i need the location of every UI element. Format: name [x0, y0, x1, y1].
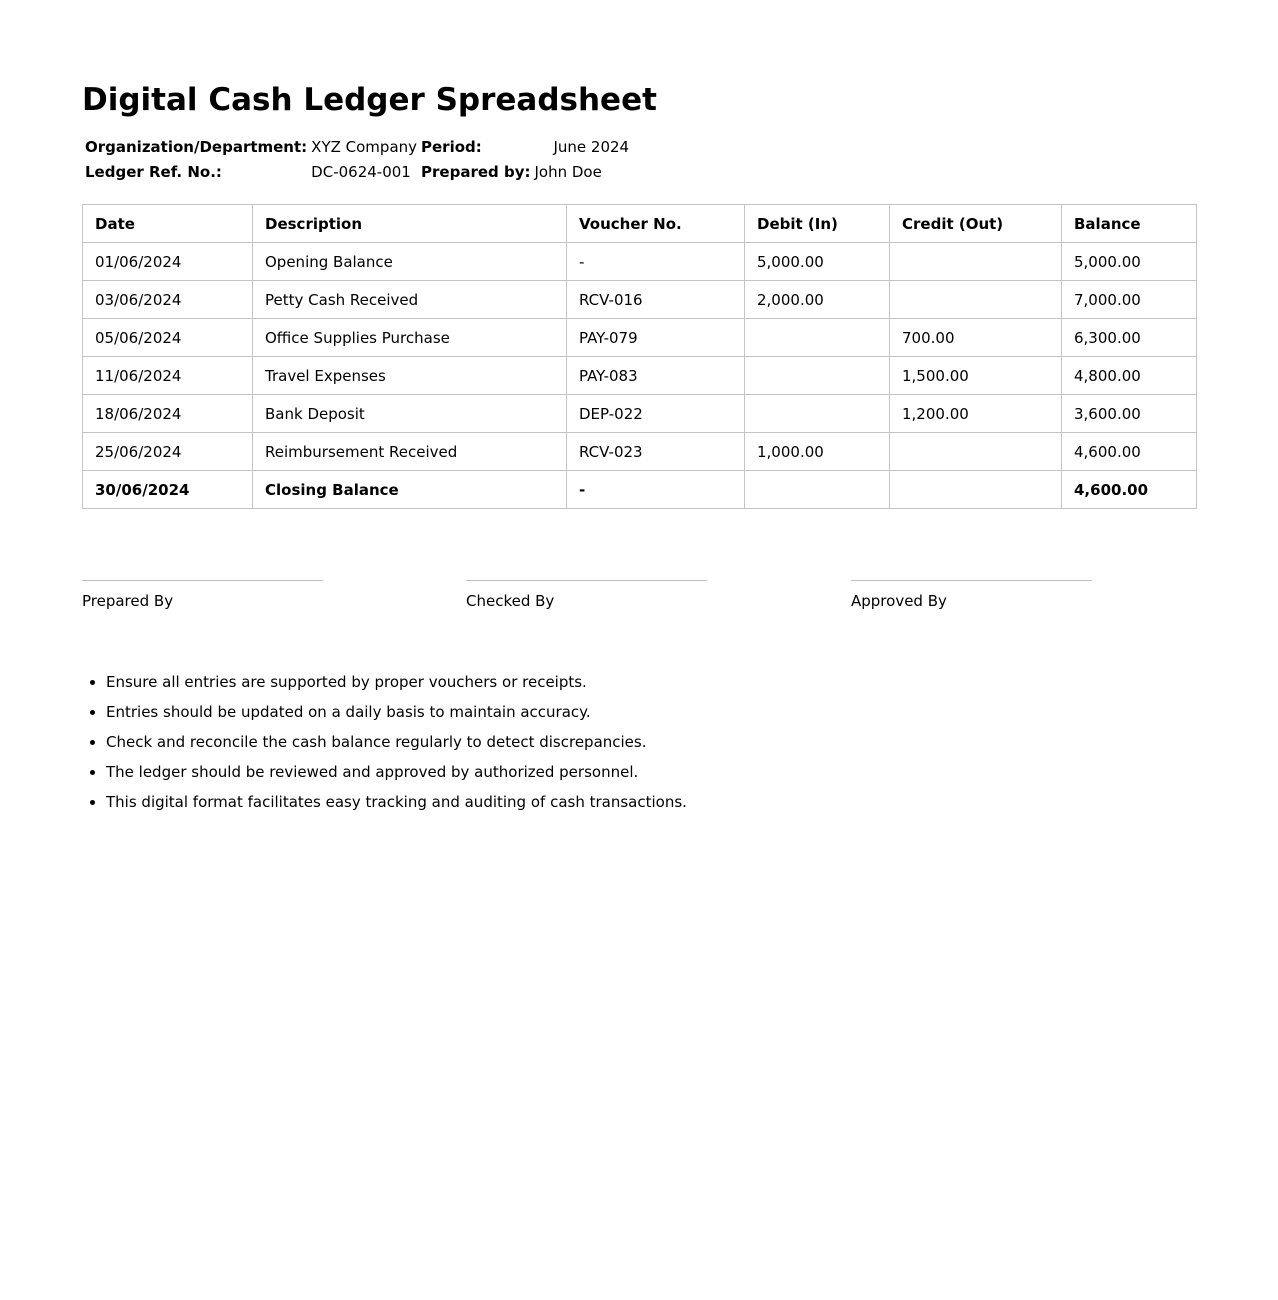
- cell-description: Petty Cash Received: [253, 281, 567, 319]
- cell-description: Office Supplies Purchase: [253, 319, 567, 357]
- ledger-info: [82, 133, 632, 185]
- cell-credit: [890, 471, 1062, 509]
- cell-date: 03/06/2024: [83, 281, 253, 319]
- cell-debit: [745, 395, 890, 433]
- column-header-date: Date: [83, 205, 253, 243]
- signature-checked-by: [466, 580, 707, 610]
- cell-description: Travel Expenses: [253, 357, 567, 395]
- table-row: [83, 243, 1197, 281]
- cell-debit: [745, 357, 890, 395]
- cell-voucher: RCV-023: [567, 433, 745, 471]
- signature-label: Approved By: [851, 592, 947, 610]
- cell-date: 05/06/2024: [83, 319, 253, 357]
- cell-voucher: PAY-083: [567, 357, 745, 395]
- cell-date: 30/06/2024: [83, 471, 253, 509]
- ledger-table: [82, 204, 1197, 509]
- cell-credit: 700.00: [890, 319, 1062, 357]
- list-item: • This digital format facilitates easy tracking and auditing of cash transactions.: [106, 787, 687, 817]
- cell-description: Closing Balance: [253, 471, 567, 509]
- cell-balance: 7,000.00: [1062, 281, 1197, 319]
- prepared-by-value: John Doe: [534, 162, 602, 181]
- signature-label: Checked By: [466, 592, 555, 610]
- cell-description: Bank Deposit: [253, 395, 567, 433]
- table-header-row: [83, 205, 1197, 243]
- info-row: [84, 135, 630, 158]
- cell-balance: 5,000.00: [1062, 243, 1197, 281]
- cell-balance: 3,600.00: [1062, 395, 1197, 433]
- cell-balance: 6,300.00: [1062, 319, 1197, 357]
- column-header-voucher: Voucher No.: [567, 205, 745, 243]
- period-value: June 2024: [553, 137, 630, 156]
- column-header-credit: Credit (Out): [890, 205, 1062, 243]
- signature-approved-by: [851, 580, 1092, 610]
- cell-credit: 1,500.00: [890, 357, 1062, 395]
- cell-credit: 1,200.00: [890, 395, 1062, 433]
- cell-debit: 2,000.00: [745, 281, 890, 319]
- column-header-description: Description: [253, 205, 567, 243]
- cell-description: Opening Balance: [253, 243, 567, 281]
- cell-voucher: -: [567, 471, 745, 509]
- column-header-debit: Debit (In): [745, 205, 890, 243]
- ledger-ref-label: Ledger Ref. No.:: [85, 162, 222, 181]
- cell-debit: 1,000.00: [745, 433, 890, 471]
- table-row: [83, 395, 1197, 433]
- cell-date: 01/06/2024: [83, 243, 253, 281]
- cell-credit: [890, 281, 1062, 319]
- table-row: [83, 433, 1197, 471]
- info-row: [84, 160, 630, 183]
- list-item: • Check and reconcile the cash balance regularly to detect discrepancies.: [106, 727, 687, 757]
- cell-date: 25/06/2024: [83, 433, 253, 471]
- cell-balance: 4,600.00: [1062, 471, 1197, 509]
- cell-credit: [890, 243, 1062, 281]
- cell-description: Reimbursement Received: [253, 433, 567, 471]
- organization-label: Organization/Department:: [85, 137, 308, 156]
- page-title: Digital Cash Ledger Spreadsheet: [82, 82, 657, 118]
- closing-balance-row: [83, 471, 1197, 509]
- cell-date: 18/06/2024: [83, 395, 253, 433]
- table-row: [83, 357, 1197, 395]
- cell-voucher: DEP-022: [567, 395, 745, 433]
- list-item: • The ledger should be reviewed and approved by authorized personnel.: [106, 757, 687, 787]
- signature-prepared-by: [82, 580, 323, 610]
- cell-voucher: RCV-016: [567, 281, 745, 319]
- cell-voucher: -: [567, 243, 745, 281]
- cell-balance: 4,800.00: [1062, 357, 1197, 395]
- cell-debit: [745, 471, 890, 509]
- notes-list: [82, 667, 687, 817]
- signature-label: Prepared By: [82, 592, 174, 610]
- column-header-balance: Balance: [1062, 205, 1197, 243]
- cell-debit: [745, 319, 890, 357]
- cell-voucher: PAY-079: [567, 319, 745, 357]
- table-row: [83, 319, 1197, 357]
- list-item: • Ensure all entries are supported by proper vouchers or receipts.: [106, 667, 687, 697]
- cell-credit: [890, 433, 1062, 471]
- list-item: • Entries should be updated on a daily basis to maintain accuracy.: [106, 697, 687, 727]
- ledger-ref-value: DC-0624-001: [311, 162, 411, 181]
- prepared-by-label: Prepared by:: [421, 162, 531, 181]
- cell-debit: 5,000.00: [745, 243, 890, 281]
- cell-date: 11/06/2024: [83, 357, 253, 395]
- period-label: Period:: [421, 137, 482, 156]
- table-row: [83, 281, 1197, 319]
- organization-value: XYZ Company: [311, 137, 418, 156]
- cell-balance: 4,600.00: [1062, 433, 1197, 471]
